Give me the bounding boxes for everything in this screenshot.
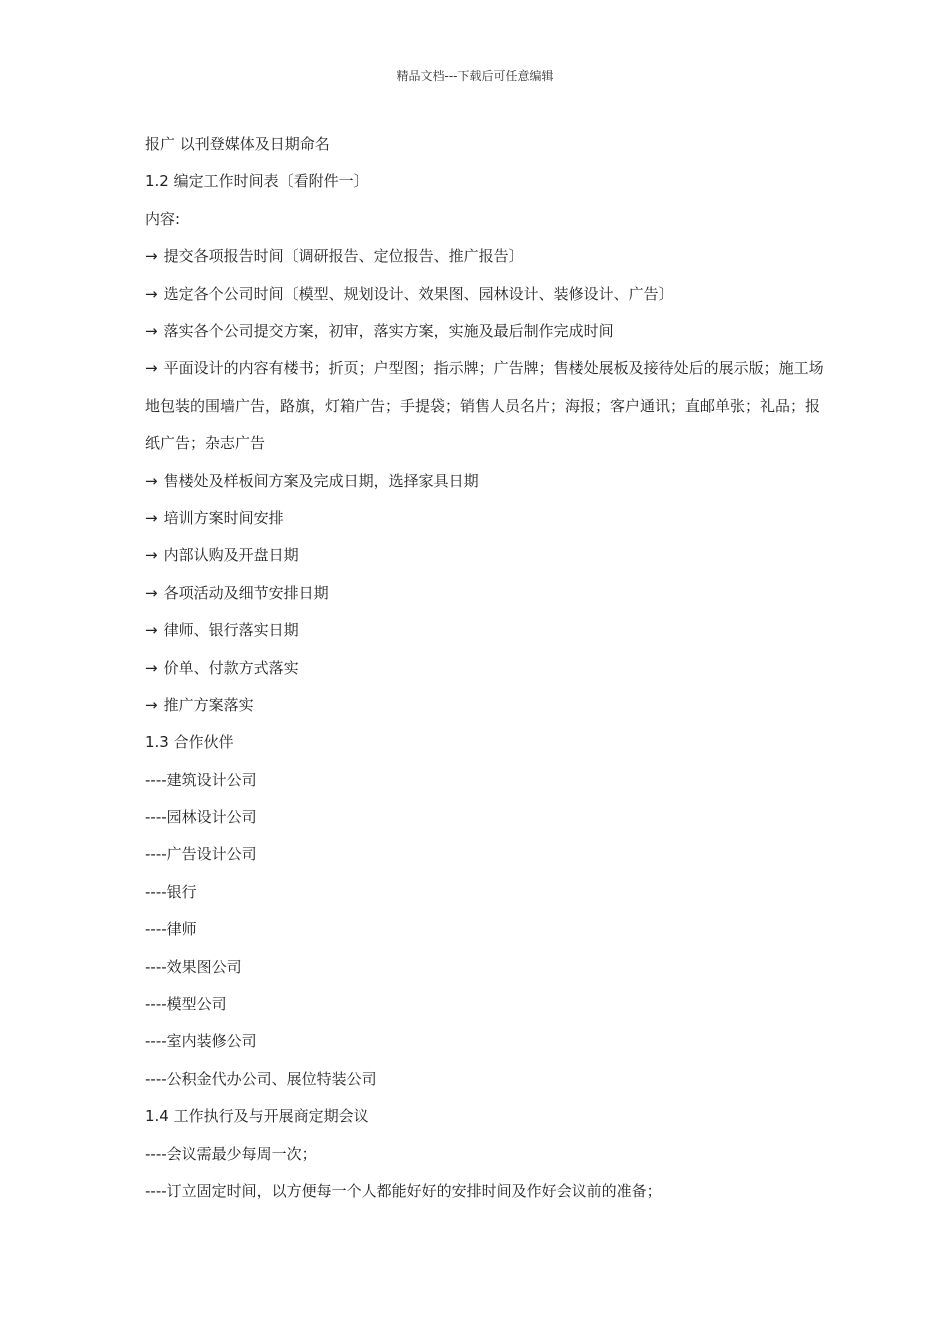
list-item-text: 内部认购及开盘日期 [163, 546, 299, 565]
arrow-icon: → [145, 583, 158, 602]
list-item-text: 培训方案时间安排 [163, 508, 284, 527]
list-item [145, 575, 825, 612]
arrow-icon: → [145, 284, 158, 303]
arrow-icon: → [145, 546, 158, 565]
arrow-icon: → [145, 321, 158, 340]
list-item-text: 平面设计的内容有楼书；折页；户型图；指示牌；广告牌；售楼处展板及接待处后的展示版；施工场地包装的围墙广告，路旗，灯箱广告；手提袋；销售人员名片；海报；客户通讯；直邮单张；礼品；报纸广告；杂志广告 [145, 359, 824, 453]
meeting-item: ----订立固定时间，以方便每一个人都能好好的安排时间及作好会议前的准备； [145, 1181, 662, 1200]
list-item [145, 537, 825, 574]
partner-item: ----银行 [145, 882, 197, 901]
partner-item: ----公积金代办公司、展位特装公司 [145, 1069, 377, 1088]
arrow-icon: → [145, 508, 158, 527]
intro-line: 报广 以刊登媒体及日期命名 [145, 135, 330, 153]
arrow-icon: → [145, 695, 158, 714]
arrow-icon: → [145, 247, 158, 266]
section-1-4-heading: 1.4 工作执行及与开展商定期会议 [145, 1107, 369, 1126]
list-item [145, 350, 825, 462]
page-header: 精品文档---下载后可任意编辑 [396, 69, 554, 83]
list-item-text: 提交各项报告时间〔调研报告、定位报告、推广报告〕 [163, 247, 524, 266]
list-item-text: 选定各个公司时间〔模型、规划设计、效果图、园林设计、装修设计、广告〕 [163, 284, 674, 303]
list-item-text: 落实各个公司提交方案，初审，落实方案，实施及最后制作完成时间 [163, 321, 614, 340]
partner-item: ----室内装修公司 [145, 1032, 257, 1051]
partner-item: ----模型公司 [145, 995, 227, 1014]
list-item-text: 推广方案落实 [163, 695, 254, 714]
section-1-2-heading: 1.2 编定工作时间表〔看附件一〕 [145, 172, 369, 191]
list-item [145, 238, 825, 275]
list-item-text: 价单、付款方式落实 [163, 658, 299, 677]
arrow-icon: → [145, 621, 158, 640]
document-body [145, 126, 825, 1210]
list-item [145, 313, 825, 350]
arrow-icon: → [145, 359, 158, 378]
list-item [145, 276, 825, 313]
partner-item: ----效果图公司 [145, 957, 242, 976]
list-item [145, 650, 825, 687]
section-1-3-heading: 1.3 合作伙伴 [145, 733, 234, 752]
partner-item: ----建筑设计公司 [145, 770, 257, 789]
meeting-item: ----会议需最少每周一次； [145, 1144, 317, 1163]
list-item-text: 各项活动及细节安排日期 [163, 583, 329, 602]
partner-item: ----园林设计公司 [145, 808, 257, 827]
list-item [145, 612, 825, 649]
list-item [145, 500, 825, 537]
arrow-icon: → [145, 471, 158, 490]
list-item-text: 律师、银行落实日期 [163, 621, 299, 640]
list-item [145, 463, 825, 500]
content-label: 内容: [145, 209, 181, 228]
list-item-text: 售楼处及样板间方案及完成日期，选择家具日期 [163, 471, 479, 490]
partner-item: ----律师 [145, 920, 197, 939]
list-item [145, 687, 825, 724]
arrow-icon: → [145, 658, 158, 677]
partner-item: ----广告设计公司 [145, 845, 257, 864]
